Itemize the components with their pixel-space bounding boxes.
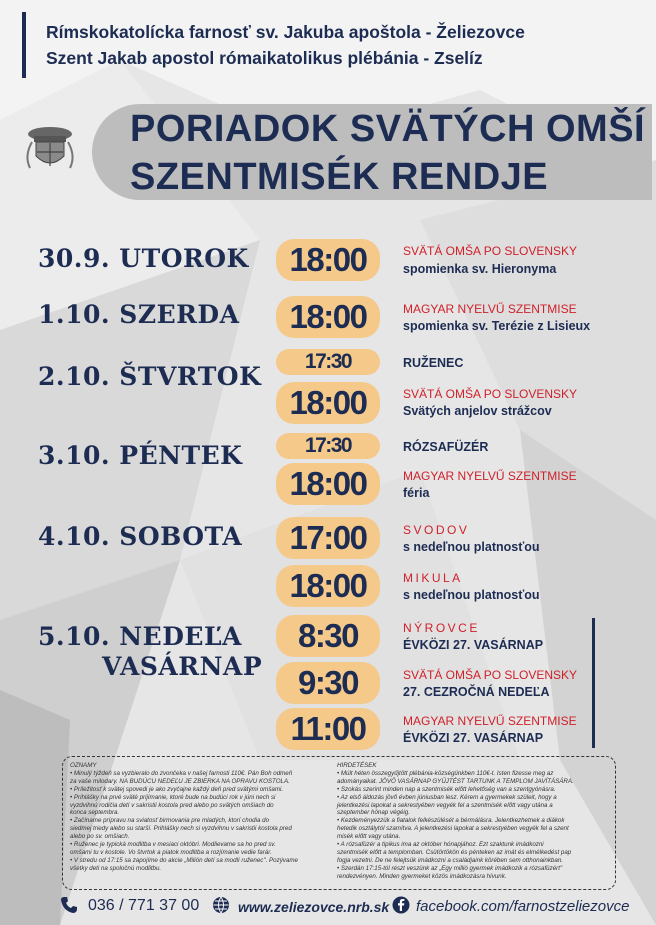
announcement-line: fogja vezetni. De ne felejtsük imádkozni a családjaink körében sem otthonainkban. [337,856,563,864]
announcement-line: • Prihlášky na prvé sväté prijímanie, ktoré bude na budúci rok v júni nech si [70,793,276,801]
time-badge: 17:30 [276,349,380,375]
time-badge: 18:00 [276,463,380,505]
sunday-divider [592,618,595,748]
announcement-line: • Múlt héten összegyűjtött plébánia-községünkben 110€-t. Isten fizesse meg az [337,769,554,777]
announcement-line: • Szerdán 17:15-tól részt veszünk az „Egy millió gyermek imádkozik a rózsafüzért" [337,864,563,872]
service-subtitle: RUŽENEC [403,356,464,370]
service-subtitle: ÉVKÖZI 27. VASÁRNAP [403,638,544,652]
globe-icon [212,896,230,914]
announcement-line: szentmisék előtt a templomban. Csütörtökön és pénteken az imát és elmélkedést pap [337,848,572,856]
day-label: 2.10. ŠTVRTOK [38,362,262,391]
time-badge: 9:30 [276,662,380,704]
announcement-line: konca septembra. [70,809,120,817]
time-badge: 18:00 [276,296,380,338]
footer-phone[interactable]: 036 / 771 37 00 [88,897,200,914]
title-hu: SZENTMISÉK RENDJE [130,156,549,198]
announcement-line: alebo po sv. omšiach. [70,833,130,841]
service-subtitle: RÓZSAFÜZÉR [403,440,489,454]
announcement-line: siedmej triedy alebo su starší. Prihlášky nech si vyzdvihnu v sakristii kostola pred [70,825,292,833]
footer-website[interactable]: www.zeliezovce.nrb.sk [238,899,390,915]
announcement-line: • Ruženec je typická modlitba v mesiaci októbri. Modlievame sa ho pred sv. [70,841,276,849]
time-badge: 17:00 [276,517,380,559]
phone-icon [60,896,78,914]
announcement-line: všetky deti na spoločnú modlitbu. [70,864,162,872]
announcement-line: • Kezdeményezzük a fiatalok felkészülését a bérmálásra. Jelentkezhetnek a diákok [337,817,565,825]
announcement-line: szeptember hónap végéig. [337,809,410,817]
time-badge: 18:00 [276,239,380,281]
time-badge: 18:00 [276,382,380,424]
time-badge: 11:00 [276,708,380,750]
announcement-line: omšami tu v kostole. Vo štvrtok a piatok modlitba a rozjímanie vedie farár. [70,848,272,856]
footer-facebook[interactable]: facebook.com/farnostzeliezovce [416,898,630,915]
time-badge: 18:00 [276,565,380,607]
announcement-line: • Začíname prípravu na sviatosť birmovania pre mladých, ktorí chodia do [70,817,270,825]
parish-name-hu: Szent Jakab apostol rómaikatolikus plébánia - Zselíz [46,48,483,68]
service-title: MIKULA [403,571,463,585]
service-title: MAGYAR NYELVŰ SZENTMISE [403,302,577,316]
coat-of-arms-icon [22,122,78,174]
announcement-line: • V stredu od 17:15 sa zapojíme do akcie „Milión detí sa modlí ruženec". Pozývame [70,856,298,864]
announcement-line: • Szokás szerint minden nap a szentmisék előtt lehetőség van a szentgyónásra. [337,785,556,793]
service-title: SVÄTÁ OMŠA PO SLOVENSKY [403,668,578,682]
announcements-heading: HIRDETÉSEK [337,762,377,769]
parish-name-sk: Rímskokatolícka farnosť sv. Jakuba apoštola - Želiezovce [46,22,525,42]
facebook-icon [392,896,410,914]
day-label: 4.10. SOBOTA [38,522,243,551]
announcement-line: vyzdvihnú rodičia detí v sakristii kostola pred alebo po svätých omšiach do [70,801,274,809]
service-subtitle: Svätých anjelov strážcov [403,404,552,418]
announcement-line: za vaše milodary. NA BUDÚCU NEDEĽU JE ZBIERKA NA OPRAVU KOSTOLA. [70,777,290,785]
announcement-line: adományaikat. JÖVŐ VASÁRNAP GYŰJTÉST TARTUNK A TEMPLOM JAVÍTÁSÁRA. [337,777,574,785]
service-title: SVÄTÁ OMŠA PO SLOVENSKY [403,244,578,258]
time-badge: 8:30 [276,615,380,657]
day-label: 3.10. PÉNTEK [38,441,243,470]
day-label: VASÁRNAP [102,652,263,681]
announcements-heading: OZNAMY [70,762,97,769]
service-subtitle: spomienka sv. Terézie z Lisieux [403,319,591,333]
day-label: 5.10. NEDEĽA [38,622,242,651]
service-subtitle: féria [403,486,430,500]
time-badge: 17:30 [276,433,380,459]
announcement-line: rendezvényen. Minden gyermeket közös imádkozásra hívunk. [337,872,507,880]
service-title: NÝROVCE [403,621,480,635]
service-title: MAGYAR NYELVŰ SZENTMISE [403,469,577,483]
service-subtitle: s nedeľnou platnosťou [403,588,540,602]
announcements-sk [70,762,332,873]
service-subtitle: s nedeľnou platnosťou [403,540,540,554]
announcements-hu [337,762,609,881]
announcement-line: • Príležitosť k svätej spovedi je ako zvyčajne každý deň pred svätými omšami. [70,785,284,793]
service-subtitle: 27. CEZROČNÁ NEDEĽA [403,685,550,699]
service-subtitle: spomienka sv. Hieronyma [403,262,557,276]
announcement-line: • Az első áldozás jövő évben júniusban lesz. Kérem a gyermekek szüleit, hogy a [337,793,557,801]
announcement-line: jelentkezési lapokat a sekrestyében vegyék fel a szentmisék előtt vagy utána a [337,801,553,809]
service-title: MAGYAR NYELVŰ SZENTMISE [403,714,577,728]
service-subtitle: ÉVKÖZI 27. VASÁRNAP [403,731,544,745]
title-sk: PORIADOK SVÄTÝCH OMŠÍ [130,108,646,150]
service-title: SVÄTÁ OMŠA PO SLOVENSKY [403,387,578,401]
announcement-line: hetedik osztálytól szamítva. A jelentkezési lapokat a sekrestyében vegyék fel a szent [337,825,569,833]
announcement-line: misék előtt vagy utána. [337,833,401,841]
announcement-line: • A rózsafüzér a tipikus ima az október hónapjához. Ezt szaktunk imádkozni [337,841,544,849]
day-label: 1.10. SZERDA [38,300,240,329]
service-title: SVODOV [403,523,470,537]
header-accent-bar [22,12,26,78]
day-label: 30.9. UTOROK [38,244,249,273]
announcement-line: • Minulý týždeň sa vyzbieralo do zvončeka v našej farnosti 110€. Pán Boh odmeň [70,769,293,777]
